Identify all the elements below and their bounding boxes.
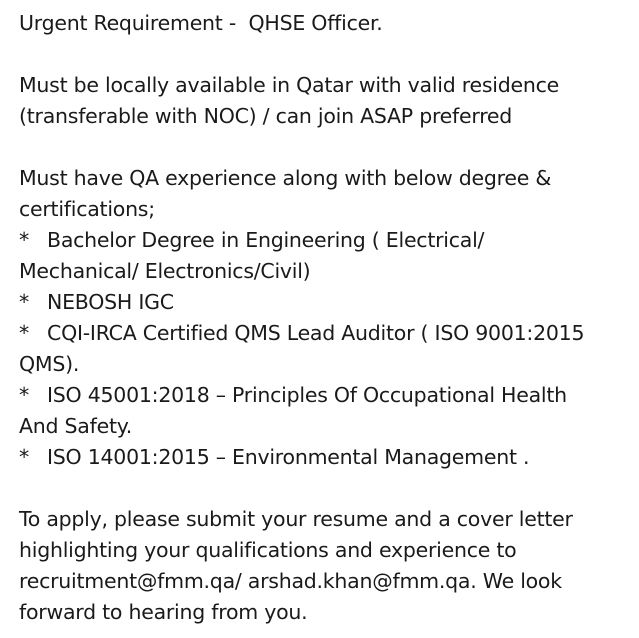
bullet-item bbox=[19, 318, 631, 349]
job-posting bbox=[19, 8, 631, 628]
bullet-marker: * bbox=[19, 290, 29, 314]
posting-title: Urgent Requirement - QHSE Officer. bbox=[19, 11, 383, 35]
apply-line: To apply, please submit your resume and a cover letter bbox=[19, 507, 573, 531]
bullet-marker: * bbox=[19, 321, 29, 345]
qualifications-intro: Must have QA experience along with below degree & bbox=[19, 166, 552, 190]
bullet-item bbox=[19, 442, 631, 473]
bullet-marker: * bbox=[19, 445, 29, 469]
bullet-text: ISO 14001:2015 – Environmental Management . bbox=[47, 445, 530, 469]
spacer bbox=[19, 473, 631, 504]
spacer bbox=[19, 132, 631, 163]
bullet-continuation: And Safety. bbox=[19, 414, 132, 438]
apply-line: forward to hearing from you. bbox=[19, 600, 308, 624]
bullet-item bbox=[19, 225, 631, 256]
bullet-marker: * bbox=[19, 228, 29, 252]
bullet-text: ISO 45001:2018 – Principles Of Occupational Health bbox=[47, 383, 567, 407]
bullet-item bbox=[19, 287, 631, 318]
apply-line-emails: recruitment@fmm.qa/ arshad.khan@fmm.qa. We look bbox=[19, 569, 562, 593]
apply-line: highlighting your qualifications and experience to bbox=[19, 538, 517, 562]
requirement-line: (transferable with NOC) / can join ASAP preferred bbox=[19, 104, 513, 128]
bullet-text: NEBOSH IGC bbox=[47, 290, 174, 314]
bullet-item bbox=[19, 380, 631, 411]
bullet-continuation: QMS). bbox=[19, 352, 80, 376]
bullet-text: Bachelor Degree in Engineering ( Electrical/ bbox=[47, 228, 485, 252]
bullet-text: CQI-IRCA Certified QMS Lead Auditor ( ISO 9001:2015 bbox=[47, 321, 585, 345]
bullet-continuation: Mechanical/ Electronics/Civil) bbox=[19, 259, 311, 283]
bullet-marker: * bbox=[19, 383, 29, 407]
requirement-line: Must be locally available in Qatar with valid residence bbox=[19, 73, 560, 97]
spacer bbox=[19, 39, 631, 70]
qualifications-intro: certifications; bbox=[19, 197, 155, 221]
